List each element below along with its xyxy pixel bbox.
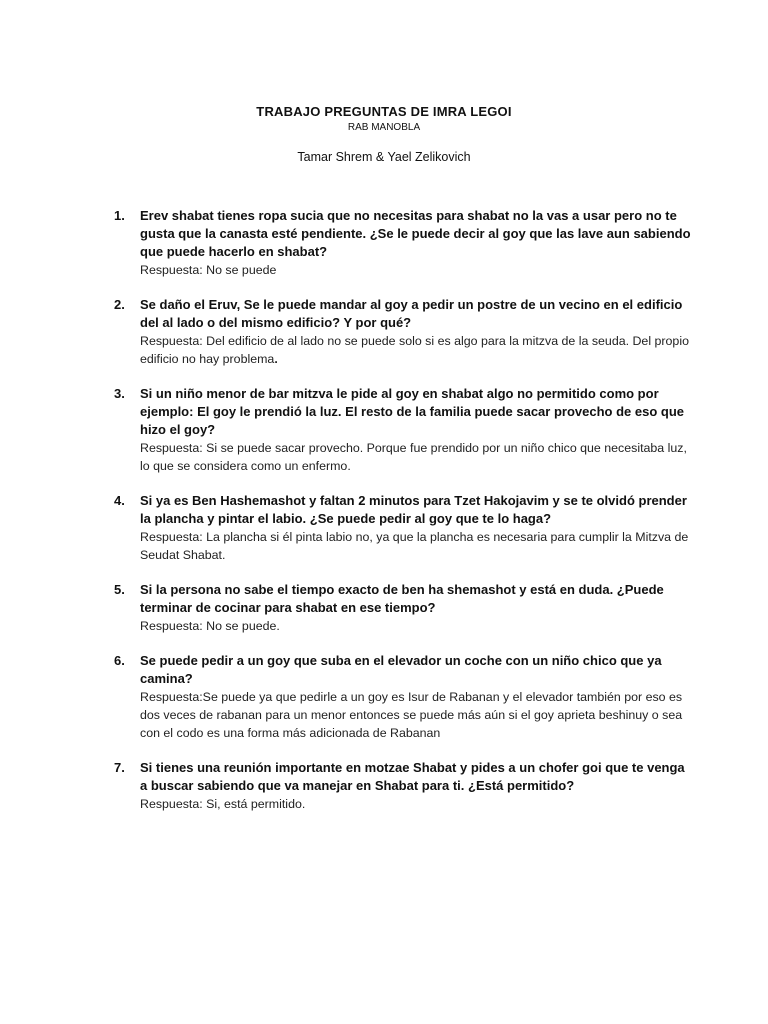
question-text: Si la persona no sabe el tiempo exacto de ben ha shemashot y está en duda. ¿Puede terminar de cocinar para shabat en ese tiempo?	[140, 582, 664, 615]
question-list	[114, 207, 694, 830]
question-text: Se puede pedir a un goy que suba en el elevador un coche con un niño chico que ya camina?	[140, 653, 662, 686]
answer-text: Respuesta: No se puede.	[140, 619, 280, 633]
document-authors: Tamar Shrem & Yael Zelikovich	[297, 150, 471, 164]
document-subtitle: RAB MANOBLA	[347, 122, 421, 133]
answer-text: Respuesta: Si se puede sacar provecho. Porque fue prendido por un niño chico que necesitaba luz, lo que se considera como un enfermo.	[140, 441, 687, 473]
document-header	[0, 104, 768, 165]
answer-text: Respuesta:Se puede ya que pedirle a un goy es Isur de Rabanan y el elevador también por eso es dos veces de rabanan para un menor entonces se puede más aún si el goy aprieta beshinuy o sea con el codo es una forma más adicionada de Rabanan	[140, 690, 683, 740]
question-text: Si un niño menor de bar mitzva le pide al goy en shabat algo no permitido como por ejemplo: El goy le prendió la luz. El resto de la familia puede sacar provecho de eso que hizo el goy?	[140, 386, 684, 437]
question-number: 4.	[114, 493, 125, 508]
question-number: 3.	[114, 386, 125, 401]
question-text: Erev shabat tienes ropa sucia que no necesitas para shabat no la vas a usar pero no te gusta que la canasta esté pendiente. ¿Se le puede decir al goy que las lave aun sabiendo que puede hacerlo en shabat?	[140, 208, 691, 259]
question-number: 2.	[114, 297, 125, 312]
answer-body: Respuesta: Del edificio de al lado no se puede solo si es algo para la mitzva de la seuda. Del propio edificio no hay problema	[140, 334, 689, 366]
answer-text: Respuesta: No se puede	[140, 263, 277, 277]
question-item-2	[114, 296, 694, 368]
answer-text: Respuesta: Si, está permitido.	[140, 797, 306, 811]
document-title: TRABAJO PREGUNTAS DE IMRA LEGOI	[256, 104, 512, 119]
answer-text	[140, 332, 694, 368]
question-number: 1.	[114, 208, 125, 223]
question-number: 6.	[114, 653, 125, 668]
question-text: Si ya es Ben Hashemashot y faltan 2 minutos para Tzet Hakojavim y se te olvidó prender la plancha y pintar el labio. ¿Se puede pedir al goy que te lo haga?	[140, 493, 687, 526]
question-text: Si tienes una reunión importante en motzae Shabat y pides a un chofer goi que te venga a buscar sabiendo que va manejar en Shabat para ti. ¿Está permitido?	[140, 760, 685, 793]
answer-text: Respuesta: La plancha si él pinta labio no, ya que la plancha es necesaria para cumplir la Mitzva de Seudat Shabat.	[140, 530, 689, 562]
answer-period: .	[274, 352, 278, 366]
question-text: Se daño el Eruv, Se le puede mandar al goy a pedir un postre de un vecino en el edificio del al lado o del mismo edificio? Y por qué?	[140, 297, 683, 330]
question-item-6	[114, 652, 694, 742]
question-item-7	[114, 759, 694, 813]
question-number: 7.	[114, 760, 125, 775]
question-item-3	[114, 385, 694, 475]
question-number: 5.	[114, 582, 125, 597]
question-item-1	[114, 207, 694, 279]
question-item-5	[114, 581, 694, 635]
question-item-4	[114, 492, 694, 564]
